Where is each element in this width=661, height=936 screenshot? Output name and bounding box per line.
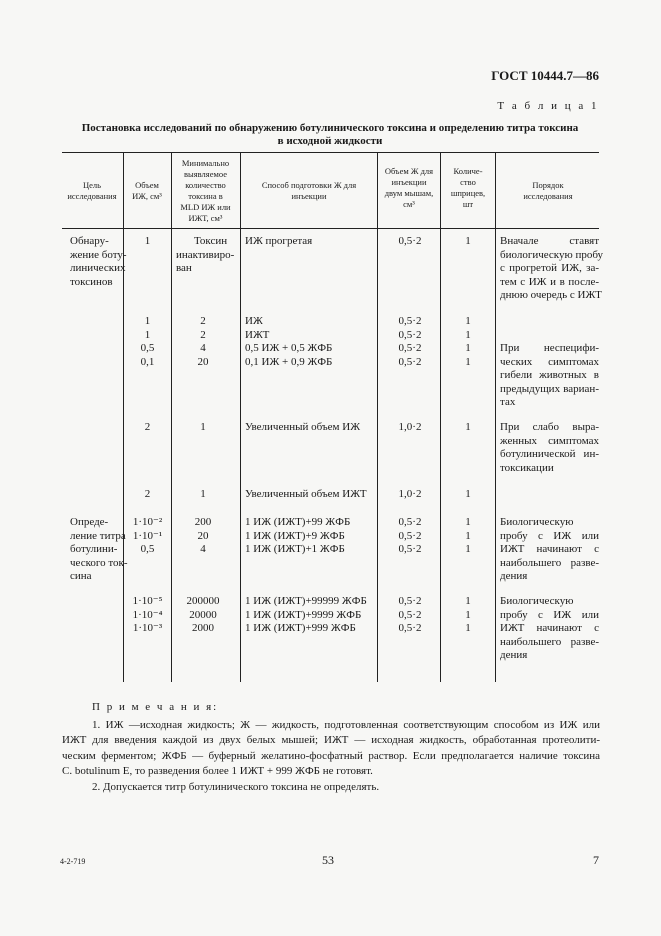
col-divider [495,152,496,682]
header-inj-volume: Объем Ж для инъекции двум мышам, см³ [384,166,434,209]
purpose-titre: Опреде- ление титра ботулини- ческого ток- сина [70,516,128,582]
cell-inj-volume: 0,5·2 0,5·2 0,5·2 [398,516,422,555]
col-divider [440,152,441,682]
cell-volume: 2 [144,488,151,500]
cell-syringes: 1 [465,235,471,247]
sheet-number: 7 [593,853,599,867]
cell-prep: 1 ИЖ (ИЖТ)+99 ЖФБ 1 ИЖ (ИЖТ)+9 ЖФБ 1 ИЖ (ИЖТ)+1 ЖФБ [245,516,351,555]
cell-inj-volume: 0,5·2 [398,235,422,247]
cell-volume: 1·10⁻⁵ 1·10⁻⁴ 1·10⁻³ [132,595,163,634]
cell-prep: ИЖ прогретая [245,235,313,247]
cell-procedure: Вначале ставят биологическую пробу с прогретой ИЖ, за- тем с ИЖ и в после- днюю очередь с ИЖТ [500,235,604,301]
cell-syringes: 1 1 1 1 [465,315,471,368]
page-number: 53 [322,853,334,867]
cell-syringes: 1 [465,421,471,433]
cell-min-detect: 2 2 4 20 [197,315,209,368]
note-2: 2. Допускается титр ботулинического токсина не определять. [92,780,380,793]
title-line-2: в исходной жидкости [277,135,383,147]
header-volume: Объем ИЖ, см³ [132,180,162,201]
table-top-rule [62,152,599,153]
cell-volume: 2 [144,421,151,433]
cell-min-detect: Токсин инактивиро- ван [176,235,235,274]
cell-volume: 1·10⁻² 1·10⁻¹ 0,5 [132,516,163,555]
cell-procedure: Биологическую пробу с ИЖ или ИЖТ начинают с наибольшего разве- дения [500,595,599,661]
standard-number: ГОСТ 10444.7—86 [491,68,599,83]
col-divider [123,152,124,682]
table-label: Т а б л и ц а 1 [497,100,599,112]
table-title [60,122,600,148]
cell-volume: 1 1 0,5 0,1 [140,315,155,368]
note-1-line: ческим ферментом; ЖФБ — буферный желатино-фосфатный раствор. Если предполагается наличие токсина [62,749,600,762]
notes [62,700,600,795]
cell-prep: Увеличенный объем ИЖТ [245,488,367,500]
header-syringes: Количе- ство шприцев, шт [450,166,486,209]
cell-prep: Увеличенный объем ИЖ [245,421,361,433]
note-1-line: 1. ИЖ —исходная жидкость; Ж — жидкость, подготовленная соответствующим способом из ИЖ или [92,718,600,731]
cell-min-detect: 200000 20000 2000 [186,595,220,634]
col-divider [240,152,241,682]
header-purpose: Цель исследования [67,180,117,201]
cell-min-detect: 1 [200,488,206,500]
title-line-1: Постановка исследований по обнаружению ботулинического токсина и определению титра токсина [81,122,579,134]
cell-prep: ИЖ ИЖТ 0,5 ИЖ + 0,5 ЖФБ 0,1 ИЖ + 0,9 ЖФБ [245,315,333,368]
cell-syringes: 1 [465,488,471,500]
note-1-line: ИЖТ для введения каждой из двух белых мышей; ИЖТ — исходная жидкость, обработанная протеолити- [62,734,600,746]
cell-procedure: Биологическую пробу с ИЖ или ИЖТ начинают с наибольшего разве- дения [500,516,599,582]
cell-inj-volume: 1,0·2 [398,488,422,500]
cell-volume: 1 [144,235,151,247]
cell-prep: 1 ИЖ (ИЖТ)+99999 ЖФБ 1 ИЖ (ИЖТ)+9999 ЖФБ 1 ИЖ (ИЖТ)+999 ЖФБ [245,595,367,634]
cell-min-detect: 200 20 4 [194,516,212,555]
notes-heading: П р и м е ч а н и я: [92,701,219,713]
header-prep: Способ подготовки Ж для инъекции [261,180,357,201]
cell-min-detect: 1 [200,421,206,433]
header-min-detect: Минимально выявляемое количество токсина в MLD ИЖ или ИЖТ, см³ [180,158,231,223]
cell-procedure: При неспецифи- ческих симптомах гибели животных в предыдущих вариан- тах [500,342,599,408]
cell-inj-volume: 0,5·2 0,5·2 0,5·2 0,5·2 [398,315,422,368]
cell-inj-volume: 1,0·2 [398,421,422,433]
cell-inj-volume: 0,5·2 0,5·2 0,5·2 [398,595,422,634]
cell-syringes: 1 1 1 [465,595,471,634]
header-bottom-rule [62,228,599,229]
purpose-detection: Обнару- жение боту- линических токсинов [70,235,127,288]
cell-syringes: 1 1 1 [465,516,471,555]
note-1-line: C. botulinum E, то разведения более 1 ИЖТ + 999 ЖФБ не готовят. [62,765,373,777]
cell-procedure: При слабо выра- женных симптомах ботулинической ин- токсикации [500,421,599,474]
header-procedure: Порядок исследования [523,180,573,201]
print-code: 4-2-719 [60,857,86,866]
